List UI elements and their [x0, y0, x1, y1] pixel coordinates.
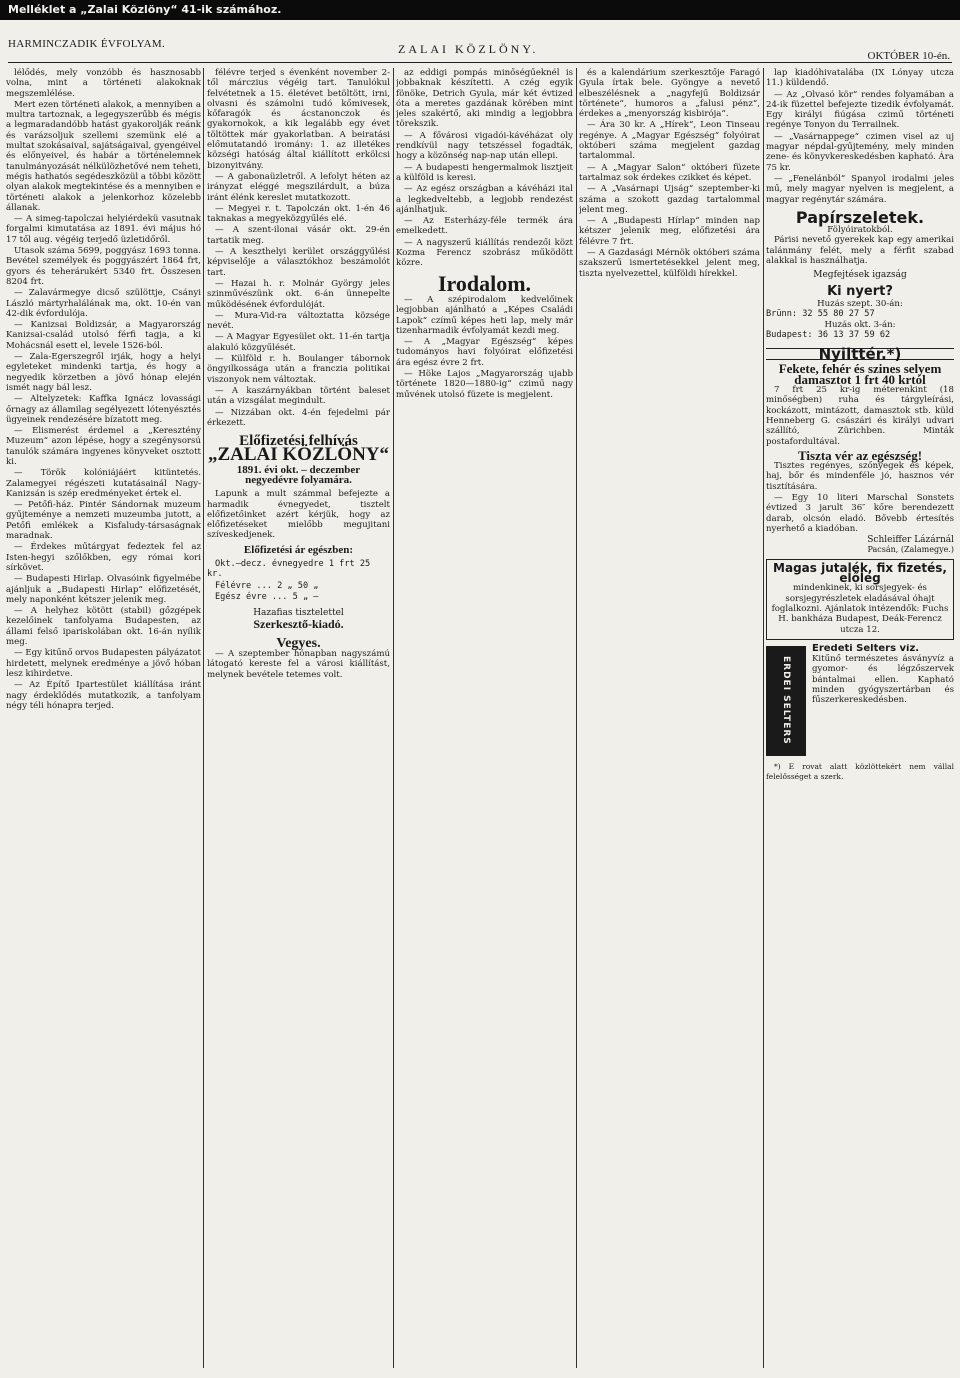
supplement-banner: Melléklet a „Zalai Közlöny“ 41-ik számához.: [0, 0, 960, 20]
paragraph: — A „Magyar Salon“ októberi füzete tartalmaz sok érdekes czikket és képet.: [579, 162, 760, 183]
column-divider: [203, 68, 204, 1368]
paragraph: — Petőfi-ház. Pintér Sándornak muzeum gyűjteménye a nemzeti muzeumba jutott, a Petőfi emlékek a Kisfaludy-társaságnak maradnak.: [6, 500, 201, 542]
paragraph: — A gabonaüzletről. A lefolyt héten az irányzat eléggé megszilárdult, a búza iránt élénk kereslet mutatkozott.: [207, 171, 390, 203]
riddle-heading: Megfejtések igazság: [813, 270, 907, 281]
column-divider: [393, 68, 394, 1368]
paragraph: — Ára 30 kr. A „Hírek“, Leon Tinseau regénye. A „Magyar Egészség“ folyóirat októberi száma megjelent gazdag tartalommal.: [579, 120, 760, 162]
paragraph: — A fővárosi vigadói-kávéházat oly rendkívül nagy tetszéssel fogadták, hogy a közönség nap-nap után ellepi.: [396, 130, 573, 162]
paragraph: lélődés, mely vonzóbb és hasznosabb volna, mint a történeti alakoknak megszemlélése.: [6, 68, 201, 99]
paragraph: — Érdekes műtárgyat fedeztek fel az Isten-hegyi szőlőkben, egy római kori sírkövet.: [6, 542, 201, 573]
paragraph: — A „Vasárnapi Ujság“ szeptember-ki száma a szokott gazdag tartalommal jelent meg.: [579, 184, 760, 215]
paragraph: — Megyei r. t. Tapolczán okt. 1-én 46 taknakas a megyeközgyűlés elé.: [207, 203, 390, 225]
volume-label: HARMINCZADIK ÉVFOLYAM.: [8, 38, 166, 50]
paragraph: — Hazai h. r. Molnár György jeles szinművészünk okt. 6-án ünnepelte működésének évfordulóját.: [207, 278, 390, 310]
price-line: Egész évre ... 5 „ –: [215, 591, 319, 602]
column-2: [207, 68, 390, 1368]
ad-lottery-agents: [766, 559, 954, 640]
paragraph: — Az „Olvasó kör“ rendes folyamában a 24-ik füzettel befejezte tizedik évfolyamát. Egy királyi fiúgása czimű történeti regénye Tonyon du Terrailnek.: [766, 89, 954, 131]
paragraph: — Höke Lajos „Magyarország ujabb története 1820—1880-ig“ czimű nagy művének utolsó füzete is megjelent.: [396, 369, 573, 400]
paragraph: — Az egész országban a kávéházi ital a legkedveltebb, a legjobb rendezést ajánlhatjuk.: [396, 184, 573, 215]
column-4: [579, 68, 760, 1368]
paragraph: — Török kolóniájáért kitüntetés. Zalamegyei régészeti kutatásainál Nagy-Kanizsán is szép eredményeket értek el.: [6, 468, 201, 499]
paragraph: — A szépirodalom kedvelőinek legjobban ajánlható a „Képes Családi Lapok“ czímű képes heti lap, mely már tizenharmadik évfolyamát kezdi meg.: [396, 294, 573, 336]
paragraph: lap kiadóhivatalába (IX Lónyay utcza 11.) küldendő.: [766, 68, 954, 89]
paragraph: Mert ezen történeti alakok, a mennyiben a multra tartoznak, a legegyszerűbb és mégis a legmaradandóbb hatást gyakorolják reánk és varázsoljuk szellemi szemünk elé a multat szokásaival, sajátságaival, gyengéivel és előnyeivel, és habár a történelemnek tanulmányozását nélkülözhetővé nem teheti, mégis hathatós segédeszközül a többi között olyan alakok megtekintése és a mennyiben e történeti alakok a jelenkorhoz közelebb állanak.: [6, 99, 201, 213]
ad-signer: Schleiffer Lázárnál: [867, 535, 954, 546]
paragraph: — „Fenelánból“ Spanyol irodalmi jeles mű, mely magyar nyelven is megjelent, a magyar regénytár számára.: [766, 173, 954, 205]
paragraph: — Zala-Egerszegről irják, hogy a helyi egyleteket mindenki tartja, és hogy a negyedik körzetben a jövő hónap elején ismét nagy bál lesz.: [6, 352, 201, 393]
ad-silk-body: 7 frt 25 kr-ig méterenkint (18 minőségben) ruha és tárgyleírási, kockázott, mintázott, damasztok stb. küld Henneberg G. császári és királyi udvari szállító, Zürichben. Minták postafordultával.: [766, 385, 954, 447]
paragraph: — Elismerést érdemel a „Keresztény Muzeum“ azon lépése, hogy a szegénysorsú tanulók számára ingyenes könyveket osztott ki.: [6, 426, 201, 467]
notice-body: Lapunk a mult számmal befejezte a harmadik évnegyedet, tisztelt előfizetőinket azért kérjük, hogy az előfizetéseket mielőbb megujitani szíveskedjenek.: [207, 489, 390, 541]
ad-selters-title: Eredeti Selters víz.: [812, 643, 920, 654]
paragraph: — Zalavármegye dicső szülöttje, Csányi László mártyrhalálának ma, okt. 10-én van 42-dik évfordulója.: [6, 288, 201, 319]
column-divider: [576, 68, 577, 1368]
notice-period: 1891. évi okt. – deczember: [236, 463, 361, 476]
paragraph: — A kaszárnyákban történt baleset után a vizsgálat megindult.: [207, 385, 390, 407]
paragraph: — Altelyzetek: Kaffka Ignácz lovassági őrnagy az államilag segélyezett lótenyésztés ügyeinek rendezésére bízatott meg.: [6, 394, 201, 425]
ad-signer-place: Pacsán, (Zalamegye.): [867, 545, 954, 555]
paragraph: — Egy kitűnő orvos Budapesten pályázatot hirdetett, melynek eredménye a jövő hóban lesz kihirdetve.: [6, 648, 201, 679]
paragraph: — A budapesti hengermalmok lisztjeit a külföld is keresi.: [396, 162, 573, 183]
subscription-notice: [207, 433, 390, 680]
notice-office: Szerkesztő-kiadó.: [253, 616, 344, 631]
column-1: [6, 68, 201, 1368]
column-divider: [763, 68, 764, 1368]
lottery-draw-label: Huzás szept. 30-án:: [817, 298, 903, 309]
paragraph: — Kanizsai Boldizsár, a Magyarország Kanizsai-család utolsó férfi tagja, a ki Mohácsnál esett el, levele 1526-ból.: [6, 320, 201, 351]
notice-sub: negyedévre folyamára.: [245, 473, 352, 486]
paper-title: ZALAI KÖZLÖNY.: [398, 42, 539, 56]
price-line: Okt.—decz. évnegyedre 1 frt 25 kr.: [207, 559, 371, 580]
paragraph: félévre terjed s évenként november 2-től márczius végéig tart. Tanulókul felvétetnek a 15. életévet betöltött, irni, olvasni és számolni tudó kőmivesek, kőfaragók és ácstanonczok és gyakornokok, a kik legalább egy évet töltöttek már gyakorlatban. A beiratási előmutatandó iromány: 1. az illetékes községi hatóság által kiállított erkölcsi bizonyitvány.: [207, 68, 390, 171]
price-line: Félévre ... 2 „ 50 „: [215, 580, 319, 591]
section-title-vegyes: Vegyes.: [276, 635, 321, 651]
lottery-brunn: Brünn: 32 55 80 27 57: [766, 309, 875, 320]
paragraph: — „Vasárnappege“ czimen visel az uj magyar népdal-gyűjtemény, mely minden zene- és könyvkereskedésben kapható. Ára 75 kr.: [766, 131, 954, 173]
selters-logo: ERDEI SELTERS: [766, 646, 806, 756]
lottery-title: Ki nyert?: [827, 283, 893, 299]
paragraph: — Nizzában okt. 4-én fejedelmi pár érkezett.: [207, 407, 390, 428]
paragraph: — A „Magyar Egészség“ képes tudományos havi folyóirat előfizetési ára egész évre 2 frt.: [396, 337, 573, 368]
column-5: [766, 68, 954, 1368]
ad-selters: [766, 644, 954, 758]
paragraph: az eddigi pompás minőségűeknél is jobbaknak készítetti. A czég egyik fönöke, Detrich Gyula, már két évtized óta a meretes gazdának körében mint jeles szakértő, aki mindig a legjobbra törekszik.: [396, 68, 573, 130]
section-subtitle: Fölyóiratokból.: [827, 225, 893, 236]
ad-silk-title: Fekete, fehér és szines selyem damasztot 1 frt 40 krtól: [778, 361, 942, 387]
paragraph: és a kalendárium szerkesztője Faragó Gyula írtak bele. Gyöngye a nevető elbeszélésnek a „nagyfejű Boldizsár története“, humoros a „falusi pénz“, érdekes a „menyország kisbirója“.: [579, 68, 760, 120]
ad-agents-body: mindenkinek, ki sorsjegyek- és sorsjegyrészletek eladásával óhajt foglalkozni. Ajánlatok intézendők: Fuchs H. bankháza Budapest, Deák-Ferencz utcza 12.: [771, 583, 949, 635]
lottery-budapest: Budapest: 36 13 37 59 62: [766, 329, 891, 340]
paragraph: — A simeg-tapolczai helyiérdekü vasutnak forgalmi kimutatása az 1891. évi május hó 17 től aug. végéig terjedő üzletidőről.: [6, 214, 201, 245]
paragraph: — A keszthelyi kerület országgyűlési képviselője a választókhoz beszámolót tart.: [207, 247, 390, 278]
paragraph: Párisi nevető gyerekek kap egy amerikai talánmány felét, mely a férfit szabad alakkal is használhatja.: [766, 235, 954, 267]
section-title-irodalom: Irodalom.: [437, 270, 532, 296]
section-title-papirszeletek: Papírszeletek.: [795, 207, 925, 227]
paragraph: — Külföld r. h. Boulanger tábornok öngyilkossága után a franczia politikai viszonyok nem változtak.: [207, 354, 390, 385]
ad-health-body: Tisztes regényes, szőnyegek és képek, haj, bőr és mindenféle jó, hasznos vér tisztítására.: [766, 461, 954, 492]
paragraph: — Az Esterházy-féle termék ára emelkedett.: [396, 216, 573, 237]
paragraph: — A Magyar Egyesület okt. 11-én tartja alakuló közgyűlését.: [207, 332, 390, 353]
issue-date: OKTÓBER 10-én.: [867, 50, 950, 62]
ad-sale: — Egy 10 literi Marschal Sonstets évtized 3 jarult 36″ kőre berendezett darab, olcsón eladó. Bővebb értesítés nyerhető a kiadóban.: [766, 492, 954, 534]
paragraph: — A nagyszerű kiállítás rendezői közt Kozma Ferencz szobrász működött közre.: [396, 237, 573, 269]
ad-agents-title: Magas jutalék, fix fizetés, előleg: [773, 560, 947, 586]
paragraph: — Az Építő Ipartestület kiállítása iránt nagy érdeklődés mutatkozik, a tanfolyam négy téli hónapra terjed.: [6, 680, 201, 711]
masthead: [0, 28, 960, 64]
header-rule: [8, 62, 952, 63]
paragraph: — Mura-Vid-ra változtatta községe nevét.: [207, 310, 390, 332]
section-title-nyilttér: Nyilttér.*): [766, 348, 954, 360]
paragraph: Utasok száma 5699, poggyász 1693 tonna. Bevétel személyek és poggyászért 1864 frt, gyors és teherárukért 5340 frt. Összesen 8204 frt.: [6, 246, 201, 287]
notice-title: Előfizetési felhívás: [239, 433, 358, 450]
paragraph: — A helyhez kötött (stabil) gőzgépek kezelőinek tanfolyama Budapesten, az állami felső ipariskolában okt. 16-án nyílik meg.: [6, 606, 201, 648]
notice-paper: „ZALAI KÖZLÖNY“: [207, 444, 390, 466]
paragraph: — A Gazdasági Mérnök októberi száma szakszerű ismertetésekkel jelent meg, tiszta nyelvezettel, külföldi hírekkel.: [579, 248, 760, 279]
paragraph: — A szent-ilonai vásár okt. 29-én tartatik meg.: [207, 225, 390, 246]
notice-signature: Hazafias tisztelettel: [253, 608, 344, 619]
ad-selters-body: Kitűnő természetes ásványvíz a gyomor- és légzőszervek bántalmai ellen. Kapható minden gyógyszertárban és fűszerkereskedésben.: [812, 654, 954, 706]
ad-health-title: Tiszta vér az egészség!: [797, 447, 923, 463]
column-3: [396, 68, 573, 1368]
lottery-draw-label: Huzás okt. 3-án:: [824, 319, 896, 330]
price-title: Előfizetési ár egészben:: [243, 543, 354, 556]
footnote: *) E rovat alatt közlöttekért nem vállal felelősséget a szerk.: [766, 761, 954, 782]
paragraph: — Budapesti Hirlap. Olvasóink figyelmébe ajánljuk a „Budapesti Hirlap“ előfizetését, mely naponként kétszer jelenik meg.: [6, 574, 201, 605]
paragraph: — A „Budapesti Hírlap“ minden nap kétszer jelenik meg, előfizetési ára félévre 7 frt.: [579, 216, 760, 247]
paragraph: — A szeptember hónapban nagyszámú látogató kereste fel a városi kiállítást, melynek bevétele tetemes volt.: [207, 649, 390, 680]
